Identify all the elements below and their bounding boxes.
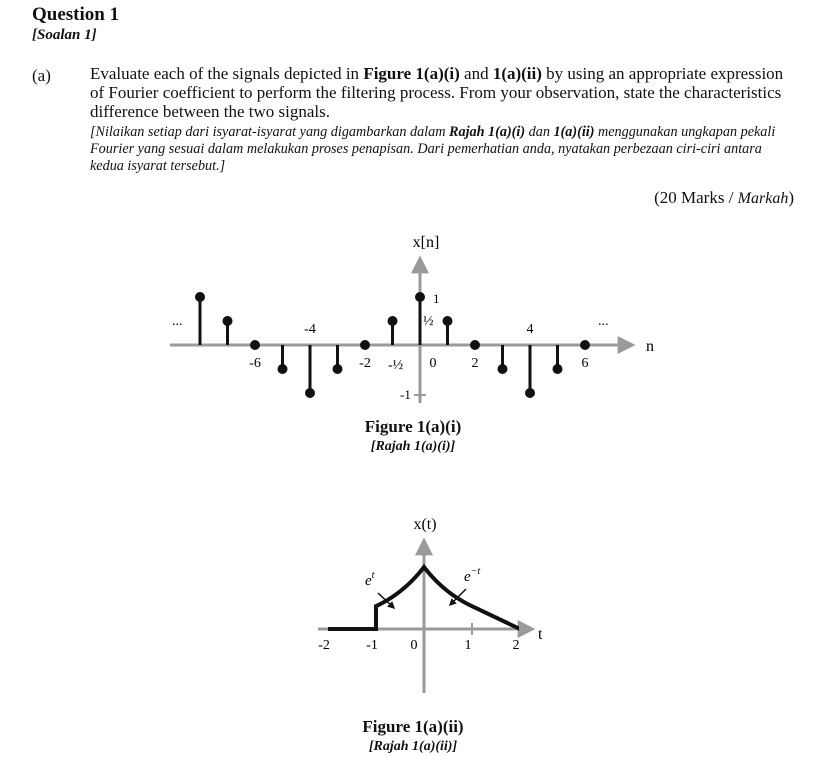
fig1-stem-point	[360, 340, 370, 350]
fig2-x-label: t	[538, 626, 543, 643]
question-title: Question 1	[32, 4, 120, 25]
fig2-right-label: $e^{-t}$	[464, 566, 481, 585]
fig1-stem-point	[278, 364, 288, 374]
fig1-xtick-label: -4	[304, 322, 316, 337]
figure-2-continuous-signal	[0, 505, 820, 700]
fig1-ytick-neg: -1	[400, 387, 411, 402]
figure-1-discrete-signal	[0, 225, 820, 430]
fig1-stem-point	[498, 364, 508, 374]
fig1-stem-point	[415, 292, 425, 302]
fig2-xtick-label: -1	[366, 638, 378, 653]
fig2-xtick-label: -2	[318, 638, 330, 653]
figure-1-caption-block	[313, 417, 513, 455]
fig1-stem-point	[470, 340, 480, 350]
figure-1-caption: Figure 1(a)(i)	[364, 417, 462, 436]
fig1-stem-point	[580, 340, 590, 350]
fig2-xtick-label: 0	[410, 638, 418, 653]
figure-1-caption-ms: [Rajah 1(a)(i)]	[370, 439, 456, 454]
marks-label: (20 Marks / Markah)	[654, 188, 794, 207]
fig2-left-label: $e^t$	[365, 570, 375, 589]
fig2-xtick-label: 2	[512, 638, 520, 653]
part-a-body	[90, 64, 795, 175]
figure-ref-2: 1(a)(ii)	[492, 64, 542, 83]
fig1-ytick-pos: 1	[433, 291, 440, 306]
fig1-stem-point	[553, 364, 563, 374]
fig1-xtick-label: -6	[249, 356, 261, 371]
fig1-x-label: n	[646, 338, 654, 355]
fig1-y-label: x[n]	[412, 234, 440, 251]
figure-2-caption-block	[313, 717, 513, 755]
fig1-xtick-label: 6	[581, 356, 589, 371]
part-a-text-en: Evaluate each of the signals depicted in Figure 1(a)(i) and 1(a)(ii) by using an appropriate expression of Fourier coefficient to perform the filtering process. From your observation, state the characteristics difference between the two signals.	[90, 64, 784, 121]
fig1-stem-point	[223, 316, 233, 326]
fig1-ellipsis-right: ...	[598, 314, 609, 329]
part-a-label: (a)	[32, 66, 51, 85]
fig1-xtick-label: 0	[429, 356, 437, 371]
fig1-stem-point	[333, 364, 343, 374]
fig1-stem-point	[443, 316, 453, 326]
fig1-xtick-label: 2	[471, 356, 479, 371]
figure-ref-1: Figure 1(a)(i)	[363, 64, 460, 83]
fig2-xtick-label: 1	[464, 638, 472, 653]
part-a-text-ms: [Nilaikan setiap dari isyarat-isyarat yang digambarkan dalam Rajah 1(a)(i) dan 1(a)(ii) menggunakan ungkapan pekali Fourier yang sesuai dalam melakukan proses penapisan. Dari pemerhatian anda, nyatakan perbezaan ciri-ciri antara kedua isyarat tersebut.]	[90, 124, 776, 174]
fig1-stem-point	[250, 340, 260, 350]
fig1-xtick-label: -2	[359, 356, 371, 371]
figure-ref-ms-2: 1(a)(ii)	[553, 124, 595, 140]
figure-2-caption-ms: [Rajah 1(a)(ii)]	[368, 739, 458, 754]
fig1-ellipsis-left: ...	[172, 314, 183, 329]
fig2-y-label: x(t)	[413, 516, 437, 533]
fig1-stem-point	[525, 388, 535, 398]
fig1-stem-point	[195, 292, 205, 302]
figure-2-caption: Figure 1(a)(ii)	[362, 717, 464, 736]
fig1-half-neg: -½	[388, 358, 404, 373]
fig1-half-pos: ½	[423, 314, 434, 329]
figure-ref-ms-1: Rajah 1(a)(i)	[449, 124, 526, 140]
question-subtitle: [Soalan 1]	[32, 27, 97, 43]
fig1-stem-point	[305, 388, 315, 398]
fig1-stem-point	[388, 316, 398, 326]
fig1-xtick-label: 4	[526, 322, 534, 337]
